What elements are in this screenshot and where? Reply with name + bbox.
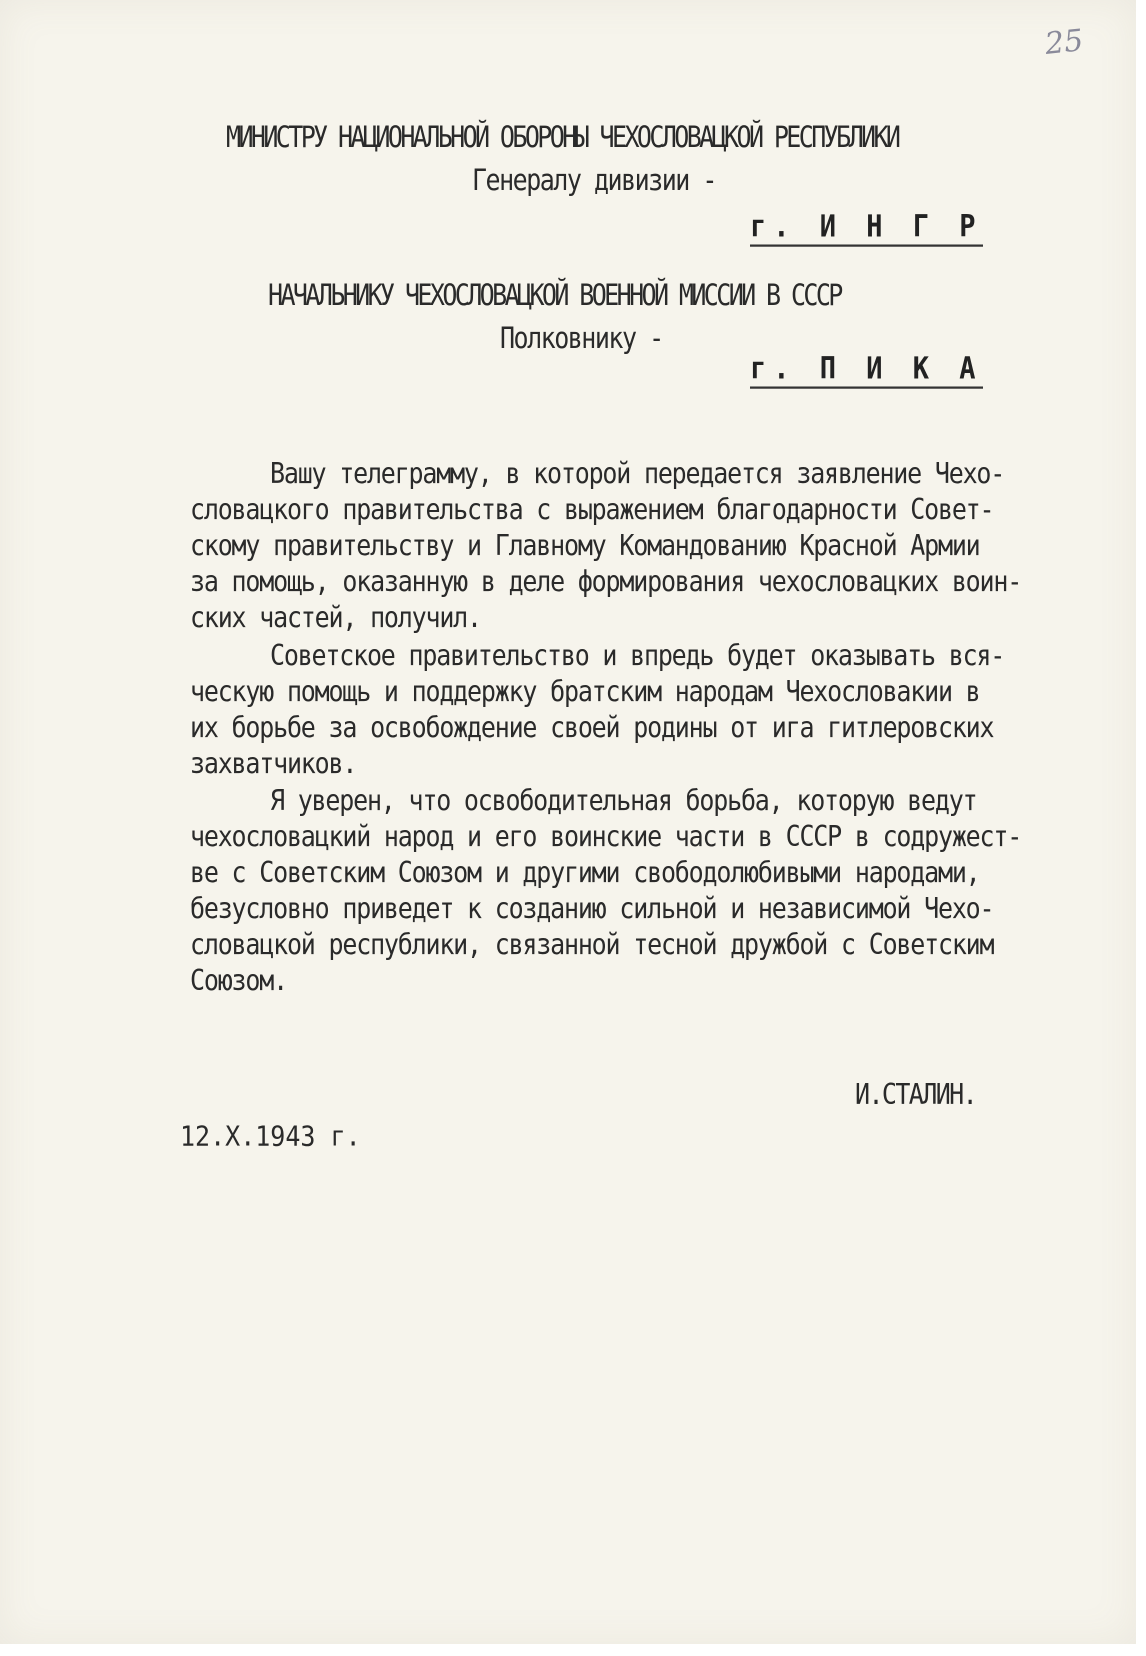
signature: И.СТАЛИН. bbox=[855, 1077, 977, 1112]
addressee-2-rank: Полковнику - bbox=[500, 320, 663, 355]
paragraph-2-line: ческую помощь и поддержку братским народам Чехословакии в bbox=[190, 674, 980, 709]
addressee-2-heading: НАЧАЛЬНИКУ ЧЕХОСЛОВАЦКОЙ ВОЕННОЙ МИССИИ В СССР bbox=[268, 277, 841, 312]
paragraph-2-line: их борьбе за освобождение своей родины от ига гитлеровских bbox=[190, 710, 994, 745]
paragraph-1-line: словацкого правительства с выражением благодарности Совет- bbox=[190, 492, 994, 527]
addressee-1-name: г. И Н Г Р bbox=[750, 212, 983, 247]
paragraph-3-line: безусловно приведет к созданию сильной и независимой Чехо- bbox=[190, 891, 994, 926]
paragraph-3-line: ве с Советским Союзом и другими свободолюбивыми народами, bbox=[190, 855, 980, 890]
paragraph-2-line: Советское правительство и впредь будет оказывать вся- bbox=[270, 638, 1005, 673]
paragraph-3-line: Союзом. bbox=[190, 963, 287, 998]
page-number: 25 bbox=[1043, 23, 1085, 62]
paragraph-1-line: Вашу телеграмму, в которой передается заявление Чехо- bbox=[270, 456, 1005, 491]
paragraph-2-line: захватчиков. bbox=[190, 746, 357, 781]
paragraph-3-line: чехословацкий народ и его воинские части в СССР в содружест- bbox=[190, 819, 1022, 854]
paragraph-1-line: ских частей, получил. bbox=[190, 600, 481, 635]
addressee-2-name: г. П И К А bbox=[750, 354, 983, 389]
paragraph-3-line: словацкой республики, связанной тесной дружбой с Советским bbox=[190, 927, 994, 962]
paragraph-3-line: Я уверен, что освободительная борьба, которую ведут bbox=[270, 783, 977, 818]
addressee-1-rank: Генералу дивизии - bbox=[472, 162, 716, 197]
paragraph-1-line: скому правительству и Главному Командованию Красной Армии bbox=[190, 528, 980, 563]
paragraph-1-line: за помощь, оказанную в деле формирования чехословацких воин- bbox=[190, 564, 1022, 599]
addressee-1-heading: МИНИСТРУ НАЦИОНАЛЬНОЙ ОБОРОНЫ ЧЕХОСЛОВАЦКОЙ РЕСПУБЛИКИ bbox=[226, 119, 899, 154]
document-date: 12.X.1943 г. bbox=[180, 1119, 361, 1153]
